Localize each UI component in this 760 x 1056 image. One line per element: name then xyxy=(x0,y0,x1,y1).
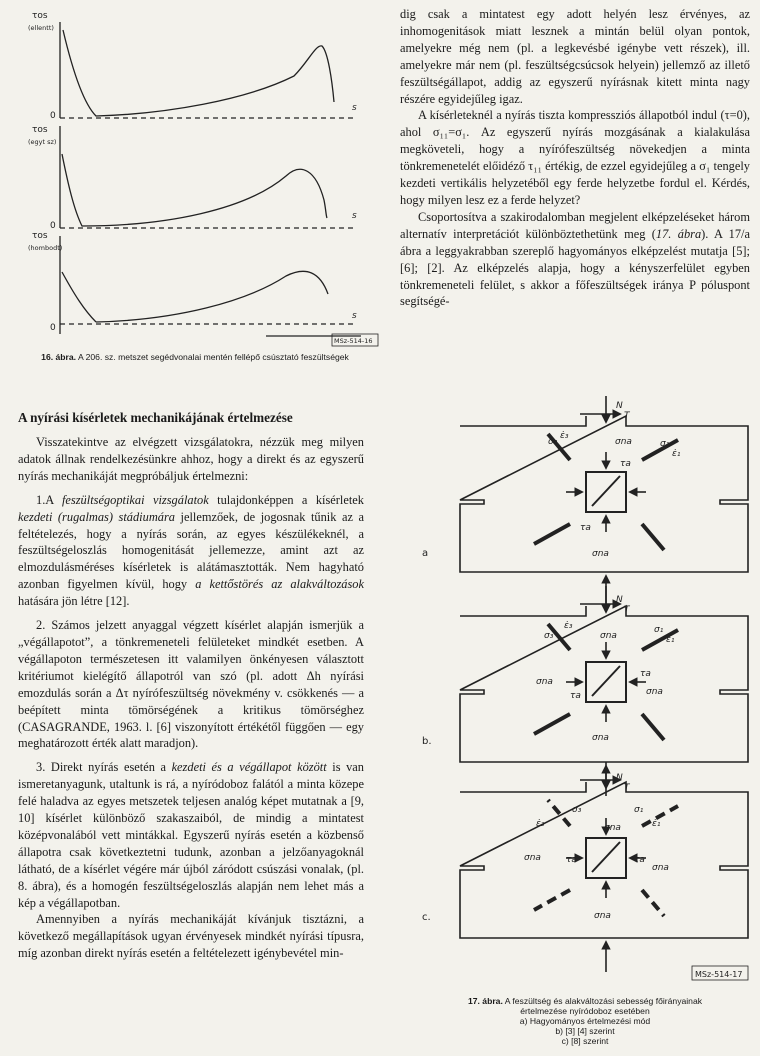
fig16-sub-label-3: (hombodt) xyxy=(28,244,63,252)
fig16-curve-1 xyxy=(63,30,334,116)
element-diagonal-c xyxy=(592,842,620,872)
element-diagonal-a xyxy=(592,476,620,506)
fig16-zero-1: 0 xyxy=(50,111,56,121)
left-paragraph-4: 3. Direkt nyírás esetén a kezdeti és a végállapot között is van ismeretanyagunk, utaltunk is rá, a nyíródoboz falától a minta közepe felé haladva az egyes metszetek teljesen analóg képet mutatnak a [9, 10] kísérlet különböző szakaszaiból, de mindig a mintatest középvonalából vett mintákkal. Egyszerű nyírás esetén a közbenső állapotra csak következtetni tudunk, azonban a jelzőanyagoknál látható, de a kísérlet végére már újból záródott csúszási vonalak, (pl. 8. ábra), és a homogén feszültségeloszlás alapján nem lehet más a kép a végállapotban. xyxy=(18,760,364,910)
fig17-caption-line-2: értelmezése nyíródoboz esetében xyxy=(520,1006,650,1016)
right-paragraph-3: Csoportosítva a szakirodalomban megjelent elképzeléseket három alternatív interpretációt különböztethetünk meg (17. ábra). A 17/a ábra a leggyakrabban szereplő hagyományos elképzelést mutatja [5]; [6]; [2]. Az elképzelés alapja, hogy a kényszerfelület egyben tönkremeneteli felület, s akkor a főfeszültségek iránya P póluspont segítségé- xyxy=(400,209,750,309)
principal-bar-lower-right-a xyxy=(642,524,664,550)
sigma3-c: σ₃ xyxy=(572,805,582,815)
t-label-a: T xyxy=(624,411,630,421)
sigmana-c-top: σna xyxy=(604,823,621,833)
principal-bar-lower-left-c xyxy=(534,890,570,910)
left-paragraph-1: Visszatekintve az elvégzett vizsgálatokra, nézzük meg milyen adatok állnak rendelkezésünkre ahhoz, hogy a direkt és az egyszerű nyírás mechanikáját megpróbáljuk értelmezni: xyxy=(18,435,364,483)
left-paragraph-5: Amennyiben a nyírás mechanikáját kívánjuk tisztázni, a következő megállapítások ugyan érvényesek mindkét nyírási típusra, míg azonban direkt nyírás esetén a feltételezett igénybevétel min- xyxy=(18,912,364,961)
n-label-c: N xyxy=(616,773,623,783)
fig16-axis-label-3: τos xyxy=(32,231,48,241)
fig17-caption-line-5: c) [8] szerint xyxy=(561,1036,609,1046)
fig16-end-label-3: s xyxy=(352,311,357,321)
fig16-curve-2 xyxy=(62,154,327,226)
t-label-c: T xyxy=(624,783,630,793)
eps3-b: ε̇₃ xyxy=(564,621,573,631)
sigma1-c: σ₁ xyxy=(634,805,644,815)
fig17-caption-line-1: A feszültség és alakváltozási sebesség főirányainak xyxy=(504,996,703,1006)
eps3-a: ε̇₃ xyxy=(560,431,569,441)
fig17-caption-line-3: a) Hagyományos értelmezési mód xyxy=(519,1016,651,1026)
sigma3-a: σ₃ xyxy=(548,437,558,447)
fig17-caption xyxy=(420,996,750,1046)
principal-bar-lower-left-a xyxy=(534,524,570,544)
fig17-caption-line-4: b) [3] [4] szerint xyxy=(555,1026,615,1036)
fig16-axis-label-2: τos xyxy=(32,125,48,135)
tau-b-left: τa xyxy=(570,691,581,701)
principal-bar-upper-left-c xyxy=(548,800,570,826)
right-column xyxy=(400,6,750,310)
fig17-stamp: MSz-514-17 xyxy=(695,970,743,979)
eps1-b: ε̇₁ xyxy=(666,635,675,645)
left-paragraph-2: 1.A feszültségoptikai vizsgálatok tulajdonképpen a kísérletek kezdeti (rugalmas) stádiumára jellemzőek, de jogosnak tűnik az a feltételezés, hogy a nyírás során, az egyes készülékeknél, a feszültségeloszlás homogenitását jellemezze, amint azt az elmozdulásméréses kísérletek is alátámasztották. Nem hagyható azonban figyelmen kívül, hogy a kettőstörés az alakváltozások hatására jön létre [12]. xyxy=(18,492,364,609)
fig16-zero-2: 0 xyxy=(50,221,56,231)
fig16-stamp: MSz-514-16 xyxy=(334,337,373,345)
sigma1-a: σ₁ xyxy=(660,439,670,449)
sigmana-b-left: σna xyxy=(536,677,553,687)
principal-bar-lower-right-c xyxy=(642,890,664,916)
tau-a-top: τa xyxy=(620,459,631,469)
fig16-caption-text: A 206. sz. metszet segédvonalai mentén fellépő csúsztató feszültségek xyxy=(77,352,349,362)
panel-letter-a: a xyxy=(422,548,429,559)
panel-letter-c: c. xyxy=(422,912,431,923)
n-label-b: N xyxy=(616,595,623,605)
sigma1-b: σ₁ xyxy=(654,625,664,635)
sigmana-c-bottom: σna xyxy=(594,911,611,921)
fig16-caption-number: 16. ábra. xyxy=(41,352,77,362)
right-paragraph-2: A kísérleteknél a nyírás tiszta kompressziós állapotból indul (τ=0), ahol σ₁₁=σ₁. Az egyszerű nyírás mozgásának a kialakulása megköveteli, hogy a nyírófeszültség növekedjen a minta tönkremenetelét előidéző τ₁₁ értékig, de ezzel egyidejűleg a σ₁ tengely kezdeti vertikális helyzetéből egy ferde helyzetbe fordul el. Kérdés, hogy milyen lesz ez a ferde helyzet? xyxy=(400,108,750,207)
n-label-a: N xyxy=(616,401,623,411)
fig16-axis-label-1: τos xyxy=(32,11,48,21)
fig16-sub-label-1: (ellentt) xyxy=(28,24,54,32)
fig16-end-label-1: s xyxy=(352,103,357,113)
left-column xyxy=(18,434,364,962)
sigmana-b-top: σna xyxy=(600,631,617,641)
tau-c-left: τa xyxy=(566,855,577,865)
principal-bar-lower-right-b xyxy=(642,714,664,740)
fig16-end-label-2: s xyxy=(352,211,357,221)
tau-a-bottom: τa xyxy=(580,523,591,533)
sigmana-a-top: σna xyxy=(615,437,632,447)
sigmana-b-bottom: σna xyxy=(592,733,609,743)
tau-b-right: τa xyxy=(640,669,651,679)
fig16-zero-3: 0 xyxy=(50,323,56,333)
left-paragraph-3: 2. Számos jelzett anyaggal végzett kísérlet alapján ismerjük a „végállapotot”, a tönkremeneteli felületeket mindkét esetben. A végállapoton természetesen itt valamilyen önkényesen választott kritériumot kielégítő állapotról van szó (pl. adott Δh nyírási emozdulás során a Δτ nyírófeszültség növekmény v. csökkenés — a beépített minta tömörségének a kritikus tömörséghez (CASAGRANDE, 1963. l. [6] viszonyított értékétől függően — egy meghatározott érték alatt maradjon). xyxy=(18,618,364,751)
fig16-caption xyxy=(20,352,370,362)
section-heading: A nyírási kísérletek mechanikájának értelmezése xyxy=(18,410,293,425)
eps1-a: ε̇₁ xyxy=(672,449,681,459)
sigmana-b-right: σna xyxy=(646,687,663,697)
right-paragraph-1: dig csak a mintatest egy adott helyén lesz érvényes, az inhomogenitások miatt lesznek a mintán belül olyan pontok, amelyekre még nem (pl. a legkevésbé igénybe vett részek), ill. amelyekre már nem (pl. feszültségcsúcsok helyein) jellemző az illető feszültségállapot, addig az egyszerű nyírásnak kitett minta nagy részére egyidejűleg igaz. xyxy=(400,7,750,106)
sigma3-b: σ₃ xyxy=(544,631,554,641)
fig16-curve-3 xyxy=(62,271,328,322)
element-diagonal-b xyxy=(592,666,620,696)
figure-16 xyxy=(16,4,386,354)
t-label-b: T xyxy=(624,605,630,615)
sigmana-a-bottom: σna xyxy=(592,549,609,559)
sigmana-c-right: σna xyxy=(652,863,669,873)
figure-17 xyxy=(420,394,750,984)
principal-bar-lower-left-b xyxy=(534,714,570,734)
panel-letter-b: b. xyxy=(422,736,432,747)
fig17-caption-number: 17. ábra. xyxy=(467,996,503,1006)
eps3-c: ε̇₃ xyxy=(536,819,545,829)
fig16-sub-label-2: (egyt sz) xyxy=(28,138,57,146)
sigmana-c-left: σna xyxy=(524,853,541,863)
tau-c-right: τa xyxy=(634,855,645,865)
eps1-c: ε̇₁ xyxy=(652,819,661,829)
